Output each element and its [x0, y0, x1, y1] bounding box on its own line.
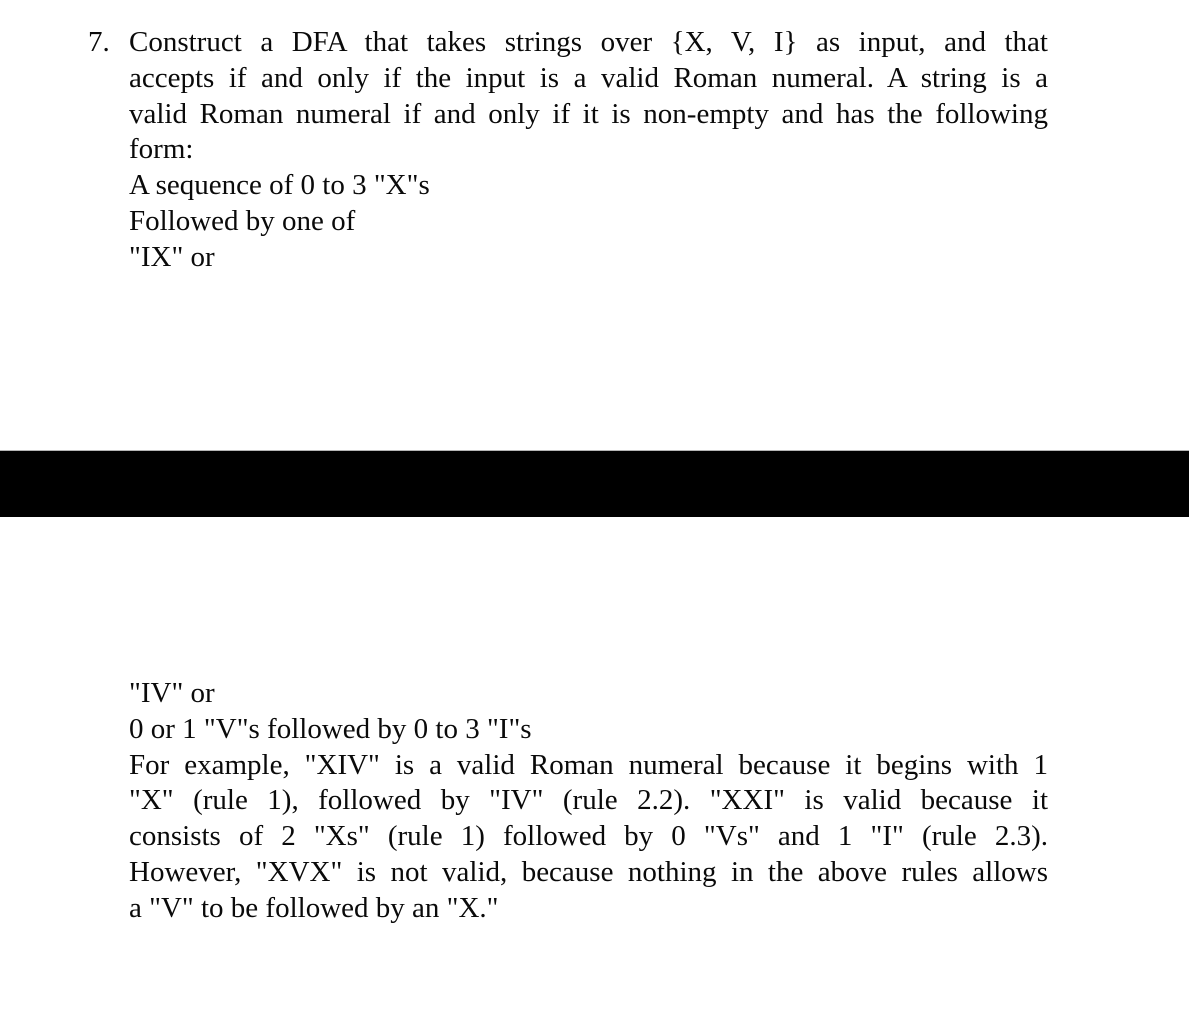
intro-line-4: form: — [129, 133, 194, 166]
example-line-2: "X" (rule 1), followed by "IV" (rule 2.2). "XXI" is valid because it — [129, 784, 1048, 817]
example-line-3: consists of 2 "Xs" (rule 1) followed by 0 "Vs" and 1 "I" (rule 2.3). — [129, 820, 1048, 853]
rule-line-followed-by: Followed by one of — [129, 204, 356, 237]
rule-line-ix: "IX" or — [129, 240, 215, 273]
question-number: 7. — [88, 26, 110, 58]
question-bottom-text — [129, 676, 1048, 927]
example-line-1: For example, "XIV" is a valid Roman numeral because it begins with 1 — [129, 748, 1048, 781]
example-line-4: However, "XVX" is not valid, because nothing in the above rules allows — [129, 855, 1048, 888]
rule-line-sequence: A sequence of 0 to 3 "X"s — [129, 169, 430, 202]
rule-line-iv: "IV" or — [129, 677, 215, 709]
question-top-text — [129, 25, 1048, 276]
rule-line-v-then-i: 0 or 1 "V"s followed by 0 to 3 "I"s — [129, 712, 532, 745]
intro-line-2: accepts if and only if the input is a valid Roman numeral. A string is a — [129, 61, 1048, 94]
intro-line-3: valid Roman numeral if and only if it is non-empty and has the following — [129, 97, 1048, 130]
intro-line-1: Construct a DFA that takes strings over {X, V, I} as input, and that — [129, 26, 1048, 58]
redaction-bar — [0, 450, 1189, 517]
example-line-5: a "V" to be followed by an "X." — [129, 891, 499, 924]
